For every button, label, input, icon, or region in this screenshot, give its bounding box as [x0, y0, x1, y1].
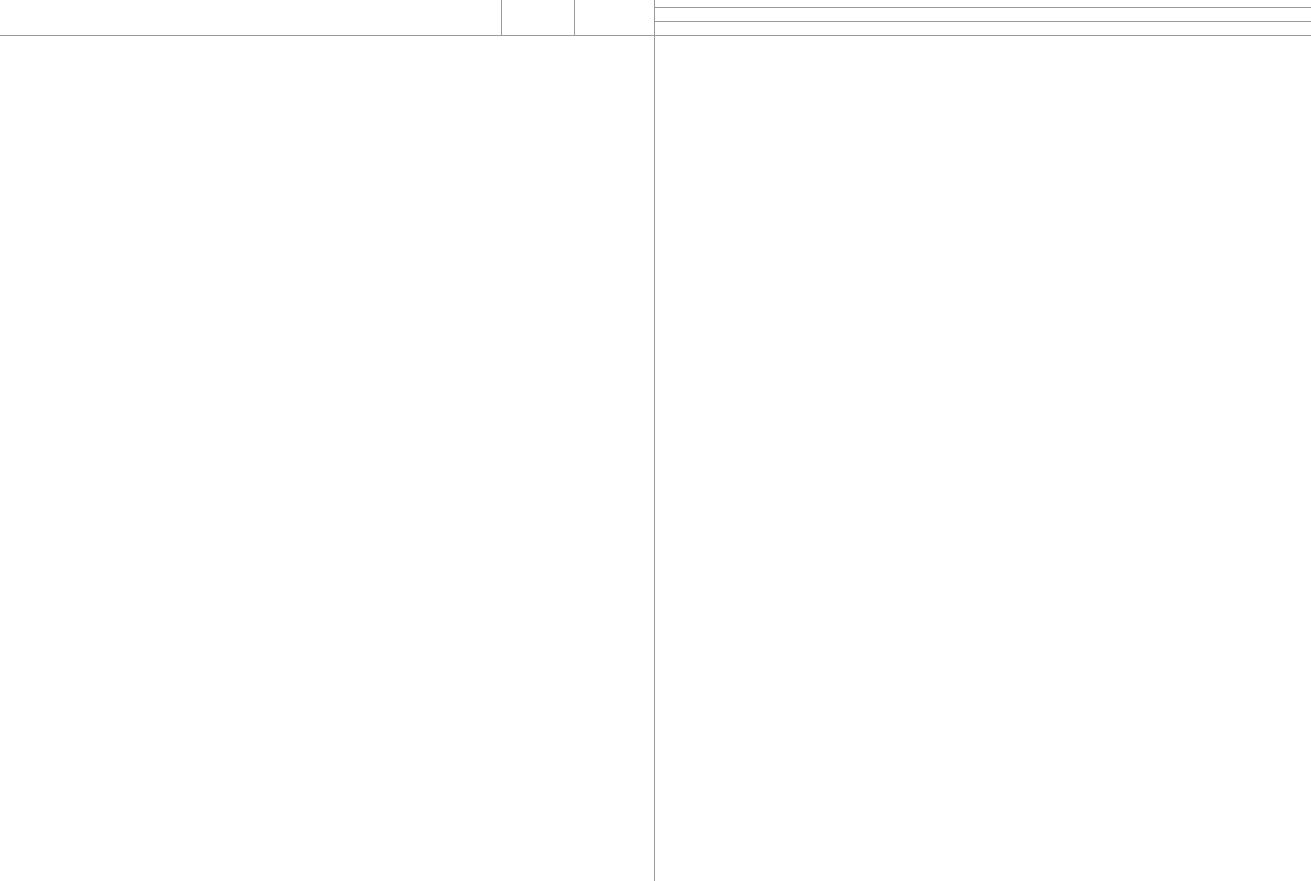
column-header-start[interactable]	[502, 0, 575, 36]
task-table	[0, 0, 655, 881]
gantt-bars	[655, 0, 1311, 881]
column-header-end[interactable]	[575, 0, 655, 36]
column-header-name[interactable]	[0, 0, 502, 36]
gantt-timeline-area	[655, 0, 1311, 881]
